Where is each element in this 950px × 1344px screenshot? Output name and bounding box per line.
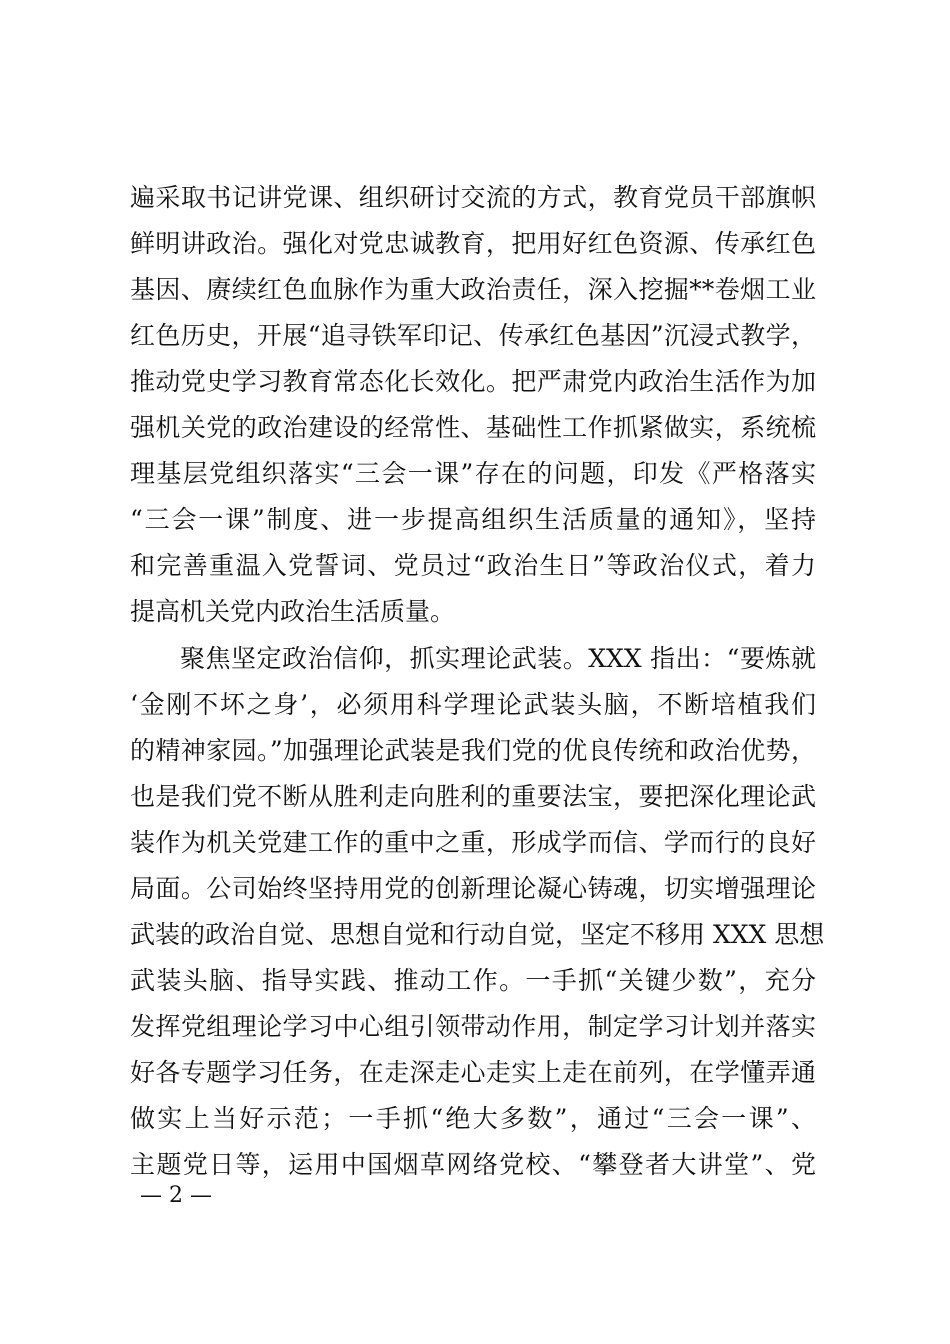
text-line: 主题党日等，运用中国烟草网络党校、“攀登者大讲堂”、党 — [130, 1150, 816, 1179]
text-line: ‘金刚不坏之身’，必须用科学理论武装头脑，不断培植我们 — [130, 690, 816, 719]
text-line: 鲜明讲政治。强化对党忠诚教育，把用好红色资源、传承红色 — [130, 229, 816, 258]
text-line: 装作为机关党建工作的重中之重，形成学而信、学而行的良好 — [130, 828, 816, 857]
text-line: 提高机关党内政治生活质量。 — [130, 597, 456, 626]
text-line: 推动党史学习教育常态化长效化。把严肃党内政治生活作为加 — [130, 367, 816, 396]
page-number: — 2 — — [140, 1183, 212, 1208]
text-line: 武装的政治自觉、思想自觉和行动自觉，坚定不移用 XXX 思想 — [130, 920, 825, 949]
text-line: 理基层党组织落实“三会一课”存在的问题，印发《严格落实 — [130, 459, 816, 488]
text-line: 聚焦坚定政治信仰，抓实理论武装。XXX 指出：“要炼就 — [180, 644, 816, 673]
text-line: 局面。公司始终坚持用党的创新理论凝心铸魂，切实增强理论 — [130, 874, 816, 903]
text-line: 基因、赓续红色血脉作为重大政治责任，深入挖掘**卷烟工业 — [130, 275, 816, 304]
text-line: 武装头脑、指导实践、推动工作。一手抓“关键少数”，充分 — [130, 966, 816, 995]
text-line: 做实上当好示范；一手抓“绝大多数”，通过“三会一课”、 — [130, 1104, 816, 1133]
text-line: 和完善重温入党誓词、党员过“政治生日”等政治仪式，着力 — [130, 551, 816, 580]
text-line: 发挥党组理论学习中心组引领带动作用，制定学习计划并落实 — [130, 1012, 816, 1041]
text-line: 遍采取书记讲党课、组织研讨交流的方式，教育党员干部旗帜 — [130, 183, 816, 212]
text-line: 好各专题学习任务，在走深走心走实上走在前列，在学懂弄通 — [130, 1058, 816, 1087]
text-line: 强机关党的政治建设的经常性、基础性工作抓紧做实，系统梳 — [130, 413, 816, 442]
text-line: 红色历史，开展“追寻铁军印记、传承红色基因”沉浸式教学， — [130, 321, 816, 350]
text-line: 的精神家园。”加强理论武装是我们党的优良传统和政治优势， — [130, 736, 816, 765]
text-line: 也是我们党不断从胜利走向胜利的重要法宝，要把深化理论武 — [130, 782, 816, 811]
text-line: “三会一课”制度、进一步提高组织生活质量的通知》，坚持 — [130, 505, 816, 534]
